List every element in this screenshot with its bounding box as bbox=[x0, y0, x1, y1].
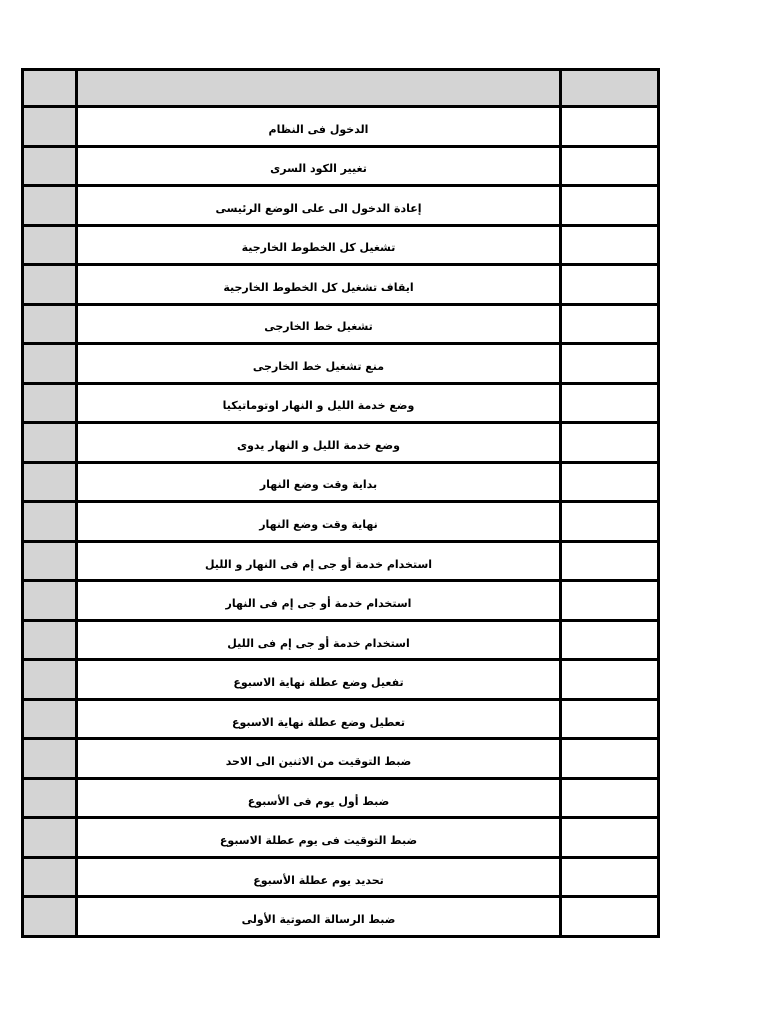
row-description-text: الدخول فى النظام bbox=[268, 122, 369, 136]
row-number-cell bbox=[24, 819, 75, 856]
row-description-cell bbox=[78, 187, 559, 224]
function-table bbox=[21, 68, 660, 938]
row-number-cell bbox=[24, 859, 75, 896]
row-code-cell bbox=[562, 898, 657, 935]
row-code-cell bbox=[562, 819, 657, 856]
row-code-cell bbox=[562, 859, 657, 896]
row-description-text: نهاية وقت وضع النهار bbox=[259, 517, 378, 531]
row-code-cell bbox=[562, 306, 657, 343]
row-description-text: ايقاف تشغيل كل الخطوط الخارجية bbox=[223, 280, 414, 294]
row-description-text: تشغيل كل الخطوط الخارجية bbox=[241, 241, 396, 255]
row-description-cell bbox=[78, 543, 559, 580]
row-number-cell bbox=[24, 424, 75, 461]
row-description-cell bbox=[78, 148, 559, 185]
row-description-text: بداية وقت وضع النهار bbox=[259, 478, 378, 492]
row-number-cell bbox=[24, 148, 75, 185]
row-description-cell bbox=[78, 740, 559, 777]
row-number-cell bbox=[24, 661, 75, 698]
row-description-text: منع تشغيل خط الخارجى bbox=[252, 359, 385, 373]
row-description-text: استخدام خدمة أو جى إم فى النهار و الليل bbox=[204, 557, 433, 571]
row-number-cell bbox=[24, 187, 75, 224]
row-code-cell bbox=[562, 622, 657, 659]
row-description-cell bbox=[78, 306, 559, 343]
row-code-cell bbox=[562, 661, 657, 698]
row-code-cell bbox=[562, 464, 657, 501]
row-number-cell bbox=[24, 464, 75, 501]
row-number-cell bbox=[24, 622, 75, 659]
row-number-cell bbox=[24, 385, 75, 422]
row-code-cell bbox=[562, 345, 657, 382]
row-description-text: تعطيل وضع عطلة نهاية الاسبوع bbox=[231, 715, 406, 729]
row-description-text: ضبط أول يوم فى الأسبوع bbox=[247, 794, 390, 808]
row-description-text: إعادة الدخول الى على الوضع الرئيسى bbox=[215, 201, 422, 215]
header-description-cell bbox=[78, 71, 559, 105]
row-number-cell bbox=[24, 108, 75, 145]
row-description-text: استخدام خدمة أو جى إم فى النهار bbox=[225, 597, 412, 611]
row-number-cell bbox=[24, 740, 75, 777]
row-number-cell bbox=[24, 503, 75, 540]
row-description-cell bbox=[78, 108, 559, 145]
row-description-text: ضبط التوقيت من الاثنين الى الاحد bbox=[225, 755, 412, 769]
row-description-cell bbox=[78, 424, 559, 461]
row-description-cell bbox=[78, 345, 559, 382]
row-description-text: وضع خدمة الليل و النهار يدوى bbox=[237, 438, 400, 452]
row-description-cell bbox=[78, 227, 559, 264]
row-code-cell bbox=[562, 187, 657, 224]
row-description-cell bbox=[78, 622, 559, 659]
row-code-cell bbox=[562, 582, 657, 619]
row-description-cell bbox=[78, 503, 559, 540]
row-description-cell bbox=[78, 582, 559, 619]
row-number-cell bbox=[24, 543, 75, 580]
row-description-cell bbox=[78, 266, 559, 303]
row-code-cell bbox=[562, 780, 657, 817]
row-code-cell bbox=[562, 503, 657, 540]
row-description-text: تفعيل وضع عطلة نهاية الاسبوع bbox=[233, 676, 404, 690]
row-code-cell bbox=[562, 543, 657, 580]
row-description-text: تحديد يوم عطلة الأسبوع bbox=[253, 873, 384, 887]
row-description-text: ضبط التوقيت فى يوم عطلة الاسبوع bbox=[219, 834, 418, 848]
row-description-cell bbox=[78, 701, 559, 738]
row-code-cell bbox=[562, 424, 657, 461]
row-number-cell bbox=[24, 701, 75, 738]
row-number-cell bbox=[24, 345, 75, 382]
row-description-text: تشغيل خط الخارجى bbox=[264, 320, 373, 334]
row-description-cell bbox=[78, 385, 559, 422]
row-code-cell bbox=[562, 227, 657, 264]
row-number-cell bbox=[24, 582, 75, 619]
header-code-cell bbox=[562, 71, 657, 105]
row-code-cell bbox=[562, 740, 657, 777]
row-number-cell bbox=[24, 306, 75, 343]
row-description-text: تغيير الكود السرى bbox=[270, 162, 367, 176]
row-code-cell bbox=[562, 701, 657, 738]
row-description-cell bbox=[78, 464, 559, 501]
header-number-cell bbox=[24, 71, 75, 105]
row-number-cell bbox=[24, 227, 75, 264]
row-number-cell bbox=[24, 780, 75, 817]
row-description-text: استخدام خدمة أو جى إم فى الليل bbox=[227, 636, 410, 650]
row-description-cell bbox=[78, 859, 559, 896]
row-description-text: ضبط الرسالة الصوتية الأولى bbox=[241, 913, 396, 927]
row-description-cell bbox=[78, 898, 559, 935]
row-code-cell bbox=[562, 148, 657, 185]
row-code-cell bbox=[562, 266, 657, 303]
row-number-cell bbox=[24, 898, 75, 935]
row-description-text: وضع خدمة الليل و النهار اوتوماتيكيا bbox=[222, 399, 415, 413]
row-code-cell bbox=[562, 108, 657, 145]
row-description-cell bbox=[78, 780, 559, 817]
row-description-cell bbox=[78, 819, 559, 856]
row-code-cell bbox=[562, 385, 657, 422]
row-number-cell bbox=[24, 266, 75, 303]
row-description-cell bbox=[78, 661, 559, 698]
